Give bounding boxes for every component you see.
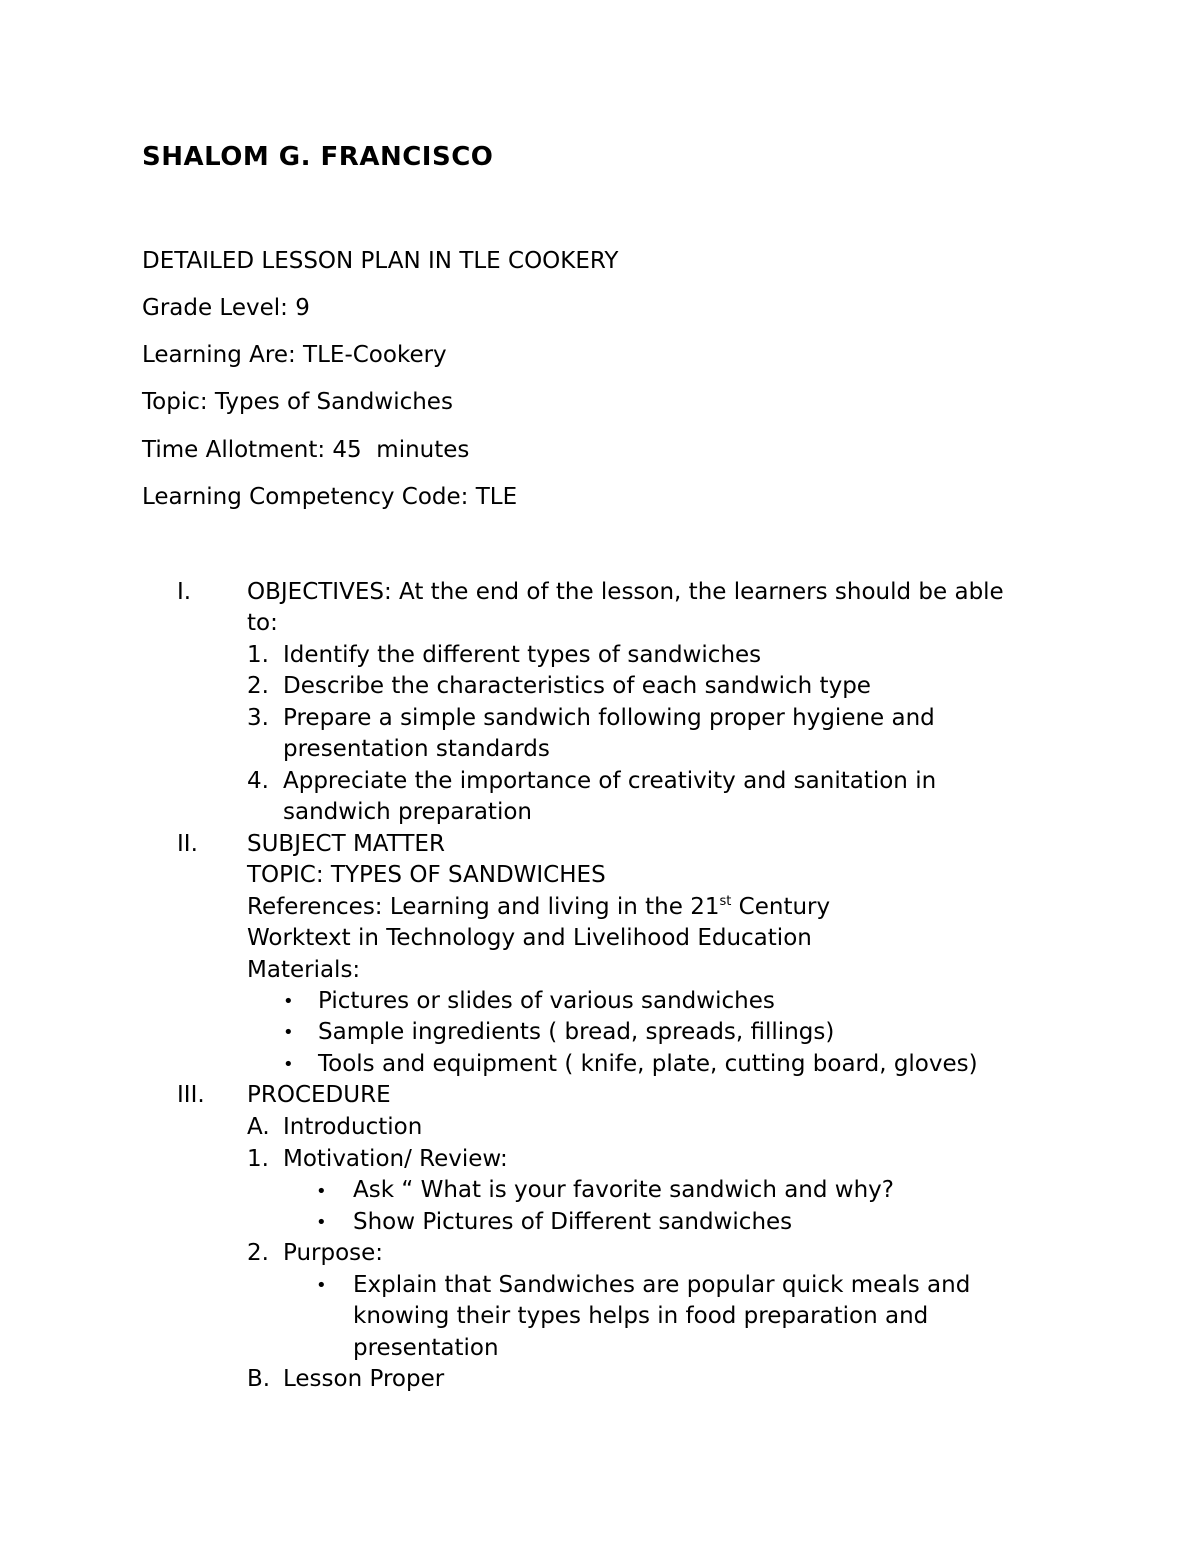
list-number: 3. [247,705,269,731]
worktext: Worktext in Technology and Livelihood Education [247,925,812,951]
bullet-icon: • [283,1054,294,1075]
bullet-icon: • [316,1212,327,1233]
purpose-item: Explain that Sandwiches are popular quick meals and [353,1272,971,1298]
list-number: 2. [247,673,269,699]
section-number: III. [177,1082,205,1108]
list-number: 2. [247,1240,269,1266]
objective-item: Identify the different types of sandwiches [283,642,762,668]
objective-item-cont: sandwich preparation [283,799,532,825]
time-allotment: Time Allotment: 45 minutes [142,437,470,463]
objectives-heading: OBJECTIVES: At the end of the lesson, the learners should be able [247,579,1004,605]
list-number: 1. [247,642,269,668]
objective-item: Appreciate the importance of creativity and sanitation in [283,768,937,794]
grade-level: Grade Level: 9 [142,295,310,321]
subject-matter-heading: SUBJECT MATTER [247,831,445,857]
references-superscript: st [719,894,732,909]
list-number: 4. [247,768,269,794]
objectives-heading-cont: to: [247,610,278,636]
section-number: I. [177,579,192,605]
competency-code: Learning Competency Code: TLE [142,484,518,510]
objective-item: Prepare a simple sandwich following proper hygiene and [283,705,935,731]
objective-item: Describe the characteristics of each sandwich type [283,673,871,699]
bullet-icon: • [283,991,294,1012]
bullet-icon: • [316,1181,327,1202]
section-number: II. [177,831,198,857]
motivation-item: Ask “ What is your favorite sandwich and why? [353,1177,895,1203]
material-item: Pictures or slides of various sandwiches [318,988,775,1014]
bullet-icon: • [283,1022,294,1043]
material-item: Sample ingredients ( bread, spreads, fillings) [318,1019,835,1045]
introduction-label: Introduction [283,1114,423,1140]
purpose-item-cont: knowing their types helps in food preparation and [353,1303,929,1329]
objective-item-cont: presentation standards [283,736,550,762]
topic-line: Topic: Types of Sandwiches [142,389,453,415]
bullet-icon: • [316,1275,327,1296]
list-letter: B. [247,1366,271,1392]
references [247,894,830,920]
purpose-item-cont: presentation [353,1335,499,1361]
subject-topic: TOPIC: TYPES OF SANDWICHES [247,862,606,888]
material-item: Tools and equipment ( knife, plate, cutting board, gloves) [318,1051,978,1077]
materials-label: Materials: [247,957,361,983]
motivation-label: Motivation/ Review: [283,1146,508,1172]
purpose-label: Purpose: [283,1240,384,1266]
references-text: References: Learning and living in the 21 [247,894,720,920]
references-text-end: Century [731,894,831,920]
motivation-item: Show Pictures of Different sandwiches [353,1209,793,1235]
procedure-heading: PROCEDURE [247,1082,391,1108]
list-number: 1. [247,1146,269,1172]
author-name: SHALOM G. FRANCISCO [142,142,494,172]
lesson-proper-label: Lesson Proper [283,1366,445,1392]
plan-title: DETAILED LESSON PLAN IN TLE COOKERY [142,248,619,274]
list-letter: A. [247,1114,270,1140]
learning-area: Learning Are: TLE-Cookery [142,342,447,368]
